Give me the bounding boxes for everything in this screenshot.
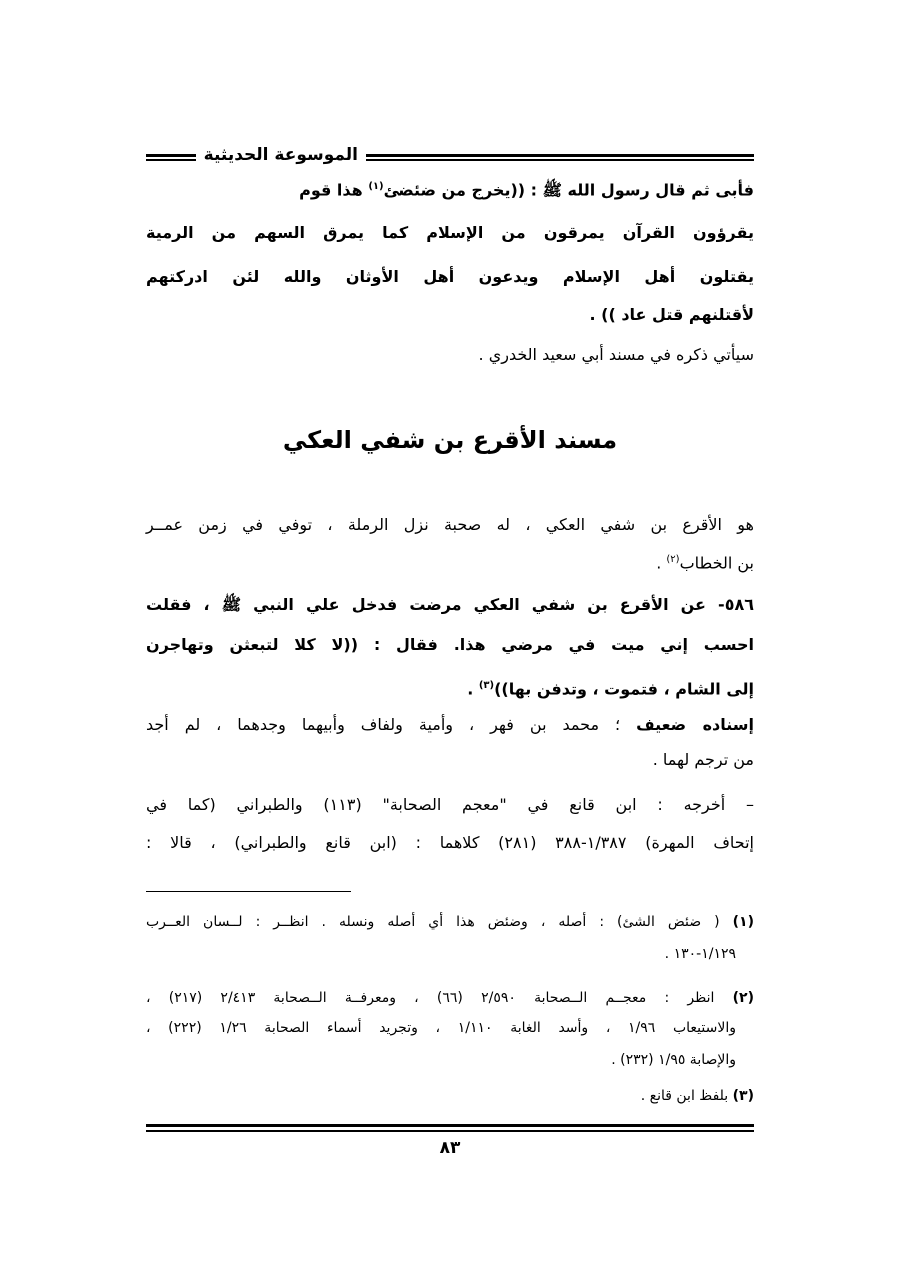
hadith-line-1: فأبى ثم قال رسول الله ﷺ : ((يخرج من ضئضئ$^{(١)}$ هذا قوم [299, 180, 754, 200]
hadith-line-3: يقتلون أهل الإسلام ويدعون أهل الأوثان والله لئن ادركتهم [146, 267, 754, 286]
takhrij-line-1: – أخرجه : ابن قانع في "معجم الصحابة" (١١٣) والطبراني (كما في [146, 795, 755, 814]
footnote-1-line-2: ١/١٢٩-١٣٠ . [664, 946, 736, 962]
hadith-586-line-3: إلى الشام ، فتموت ، وتدفن بها))$^{(٣)}$ . [467, 679, 754, 699]
footnote-2-line-1: (٢) انظر : معجــم الــصحابة ٢/٥٩٠ (٦٦) ، ومعرفــة الــصحابة ٢/٤١٣ (٢١٧) ، [146, 990, 754, 1006]
footnote-3-line-1: (٣) بلفظ ابن قانع . [640, 1088, 754, 1104]
running-header [146, 144, 754, 170]
footnote-separator [146, 891, 351, 892]
bio-line-2: بن الخطاب$^{(٢)}$ . [656, 553, 754, 573]
running-title: الموسوعة الحديثية [196, 144, 366, 166]
footnote-ref-1[interactable]: (١) [368, 181, 384, 192]
grading-line-2: من ترجم لهما . [652, 750, 754, 769]
hadith-line-4: لأقتلنهم قتل عاد )) . [589, 305, 754, 324]
footnote-ref-3[interactable]: (٣) [478, 680, 495, 691]
hadith-line-2: يقرؤون القرآن يمرقون من الإسلام كما يمرق السهم من الرمية [146, 223, 754, 242]
grading-label: إسناده ضعيف [636, 715, 754, 734]
footnote-2-line-3: والإصابة ١/٩٥ (٢٣٢) . [611, 1052, 736, 1068]
footnote-2-number: (٢) [732, 990, 754, 1006]
footnote-1-line-1: (١) ( ضئض الشئ) : أصله ، وضئض هذا أي أصله ونسله . انظــر : لــسان العــرب [146, 914, 754, 930]
hadith-586-line-1: ٥٨٦- عن الأقرع بن شفي العكي مرضت فدخل علي النبي ﷺ ، فقلت [146, 595, 754, 614]
takhrij-line-2: إتحاف المهرة) ١/٣٨٧-٣٨٨ (٢٨١) كلاهما : (ابن قانع والطبراني) ، قالا : [146, 833, 755, 852]
cross-reference-note: سيأتي ذكره في مسند أبي سعيد الخدري . [478, 345, 754, 364]
bio-line-1: هو الأقرع بن شفي العكي ، له صحبة نزل الرملة ، توفي في زمن عمــر [146, 515, 754, 534]
footer-rule [146, 1124, 754, 1132]
section-title: مسند الأقرع بن شفي العكي [282, 426, 618, 454]
footnote-ref-2[interactable]: (٢) [666, 554, 680, 565]
footnote-1-number: (١) [732, 914, 754, 930]
hadith-586-line-2: احسب إني ميت في مرضي هذا. فقال : ((لا كلا لتبعثن وتهاجرن [146, 635, 754, 654]
book-page [146, 0, 754, 1273]
footnote-3-number: (٣) [732, 1088, 754, 1104]
footnote-2-line-2: والاستيعاب ١/٩٦ ، وأسد الغابة ١/١١٠ ، وتجريد أسماء الصحابة ١/٢٦ (٢٢٢) ، [146, 1020, 736, 1036]
page-number: ٨٣ [439, 1138, 461, 1158]
grading-line-1: إسناده ضعيف ؛ محمد بن فهر ، وأمية ولفاف وأبيهما وجدهما ، لم أجد [146, 715, 754, 734]
